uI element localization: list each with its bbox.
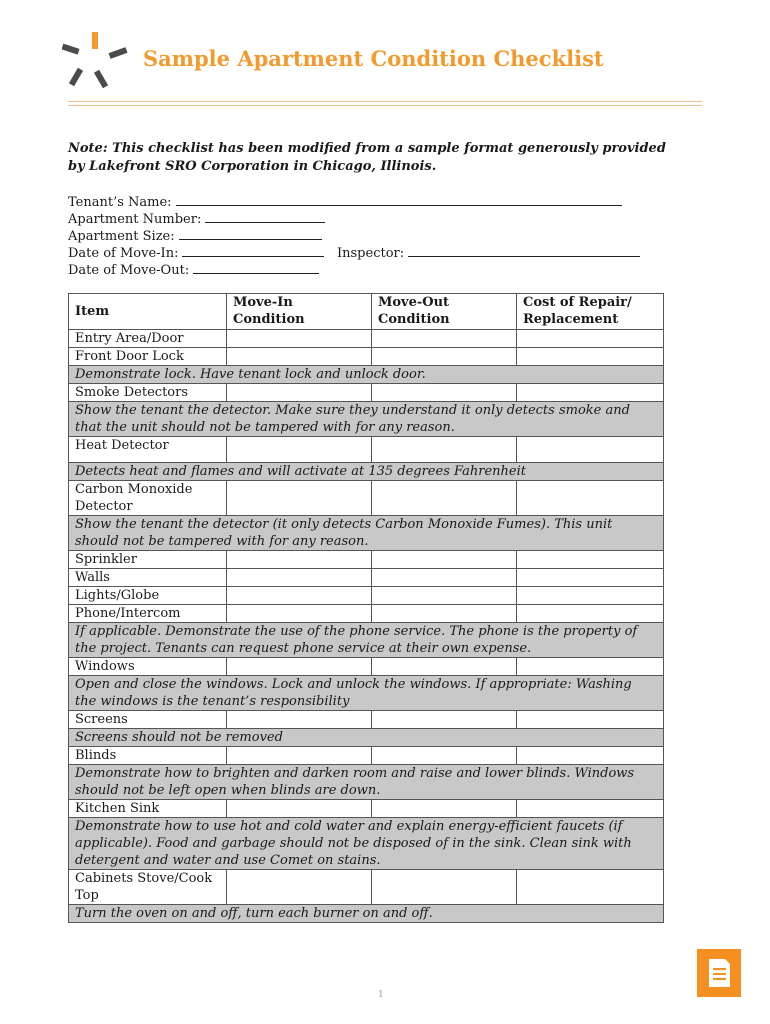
instruction-cell: Screens should not be removed [69,729,664,747]
instruction-row [69,765,664,800]
instruction-cell: Demonstrate lock. Have tenant lock and unlock door. [69,366,664,384]
move-out-cell[interactable] [372,330,517,348]
cost-cell[interactable] [517,800,664,818]
header-cost: Cost of Repair/ Replacement [517,294,664,330]
move-in-cell[interactable] [227,587,372,605]
intro-note: Note: This checklist has been modified from a sample format generously provided by Lakefront SRO Corporation in Chicago, Illinois. [68,141,666,174]
instruction-row [69,402,664,437]
table-row [69,587,664,605]
move-out-cell[interactable] [372,658,517,676]
move-out-cell[interactable] [372,348,517,366]
table-row [69,384,664,402]
instruction-row [69,516,664,551]
inspector-label: Inspector: [337,246,405,261]
cost-cell[interactable] [517,481,664,516]
table-row [69,569,664,587]
move-in-date-field [68,244,324,262]
move-out-date-field [68,261,319,279]
move-in-cell[interactable] [227,800,372,818]
move-in-cell[interactable] [227,384,372,402]
item-cell: Cabinets Stove/Cook Top [69,870,227,905]
instruction-cell: Detects heat and flames and will activate at 135 degrees Fahrenheit [69,463,664,481]
cost-cell[interactable] [517,384,664,402]
checklist-table [68,293,664,923]
item-cell: Windows [69,658,227,676]
instruction-row [69,676,664,711]
move-in-cell[interactable] [227,569,372,587]
instruction-row [69,905,664,923]
cost-cell[interactable] [517,711,664,729]
apartment-size-field [68,227,322,245]
move-out-cell[interactable] [372,384,517,402]
move-in-cell[interactable] [227,348,372,366]
table-row [69,870,664,905]
cost-cell[interactable] [517,658,664,676]
header-move-out: Move-Out Condition [372,294,517,330]
instruction-cell: Demonstrate how to use hot and cold water and explain energy-efficient faucets (if applicable). Food and garbage should not be disposed of in the sink. Clean sink with detergent and water and use Comet on stains. [69,818,664,870]
table-header-row [69,294,664,330]
apartment-number-field [68,210,325,228]
move-in-cell[interactable] [227,870,372,905]
item-cell: Smoke Detectors [69,384,227,402]
move-in-cell[interactable] [227,605,372,623]
table-row [69,551,664,569]
move-out-cell[interactable] [372,587,517,605]
table-row [69,658,664,676]
move-in-cell[interactable] [227,658,372,676]
cost-cell[interactable] [517,569,664,587]
tenant-name-field [68,193,622,211]
table-row [69,747,664,765]
item-cell: Front Door Lock [69,348,227,366]
table-row [69,481,664,516]
table-row [69,330,664,348]
instruction-row [69,818,664,870]
move-in-cell[interactable] [227,747,372,765]
move-in-cell[interactable] [227,551,372,569]
apartment-number-label: Apartment Number: [68,212,202,227]
document-icon[interactable] [697,949,741,997]
table-row [69,348,664,366]
table-row [69,605,664,623]
move-out-cell[interactable] [372,605,517,623]
item-cell: Kitchen Sink [69,800,227,818]
cost-cell[interactable] [517,747,664,765]
move-in-date-blank[interactable] [182,244,324,257]
cost-cell[interactable] [517,587,664,605]
instruction-cell: Turn the oven on and off, turn each burner on and off. [69,905,664,923]
move-out-cell[interactable] [372,481,517,516]
cost-cell[interactable] [517,551,664,569]
item-cell: Sprinkler [69,551,227,569]
page-number: 1 [378,990,384,1000]
table-row [69,711,664,729]
instruction-row [69,729,664,747]
item-cell: Walls [69,569,227,587]
cost-cell[interactable] [517,437,664,463]
logo-icon [62,32,128,90]
item-cell: Heat Detector [69,437,227,463]
move-in-cell[interactable] [227,330,372,348]
header-rule [68,105,702,106]
move-out-cell[interactable] [372,569,517,587]
instruction-cell: Demonstrate how to brighten and darken room and raise and lower blinds. Windows should not be left open when blinds are down. [69,765,664,800]
item-cell: Blinds [69,747,227,765]
instruction-cell: If applicable. Demonstrate the use of the phone service. The phone is the property of the project. Tenants can request phone service at their own expense. [69,623,664,658]
move-out-cell[interactable] [372,551,517,569]
apartment-size-blank[interactable] [179,227,322,240]
table-row [69,800,664,818]
move-out-date-blank[interactable] [193,261,319,274]
move-in-cell[interactable] [227,711,372,729]
move-out-cell[interactable] [372,711,517,729]
inspector-blank[interactable] [408,244,640,257]
move-out-date-label: Date of Move-Out: [68,263,190,278]
table-row [69,437,664,463]
header-item: Item [69,294,227,330]
cost-cell[interactable] [517,605,664,623]
move-in-cell[interactable] [227,481,372,516]
instruction-row [69,463,664,481]
item-cell: Lights/Globe [69,587,227,605]
move-out-cell[interactable] [372,870,517,905]
instruction-row [69,623,664,658]
inspector-field [337,244,640,262]
instruction-cell: Show the tenant the detector. Make sure they understand it only detects smoke and that the unit should not be tampered with for any reason. [69,402,664,437]
move-out-cell[interactable] [372,800,517,818]
page-title: Sample Apartment Condition Checklist [143,46,604,71]
cost-cell[interactable] [517,870,664,905]
instruction-row [69,366,664,384]
item-cell: Phone/Intercom [69,605,227,623]
move-out-cell[interactable] [372,747,517,765]
cost-cell[interactable] [517,348,664,366]
instruction-cell: Open and close the windows. Lock and unlock the windows. If appropriate: Washing the windows is the tenant’s responsibility [69,676,664,711]
apartment-number-blank[interactable] [205,210,325,223]
header-rule [68,101,702,102]
move-in-cell[interactable] [227,437,372,463]
tenant-name-blank[interactable] [176,193,622,206]
item-cell: Entry Area/Door [69,330,227,348]
move-in-date-label: Date of Move-In: [68,246,179,261]
move-out-cell[interactable] [372,437,517,463]
item-cell: Carbon Monoxide Detector [69,481,227,516]
item-cell: Screens [69,711,227,729]
instruction-cell: Show the tenant the detector (it only detects Carbon Monoxide Fumes). This unit should not be tampered with for any reason. [69,516,664,551]
apartment-size-label: Apartment Size: [68,229,175,244]
header-move-in: Move-In Condition [227,294,372,330]
cost-cell[interactable] [517,330,664,348]
tenant-name-label: Tenant’s Name: [68,195,172,210]
